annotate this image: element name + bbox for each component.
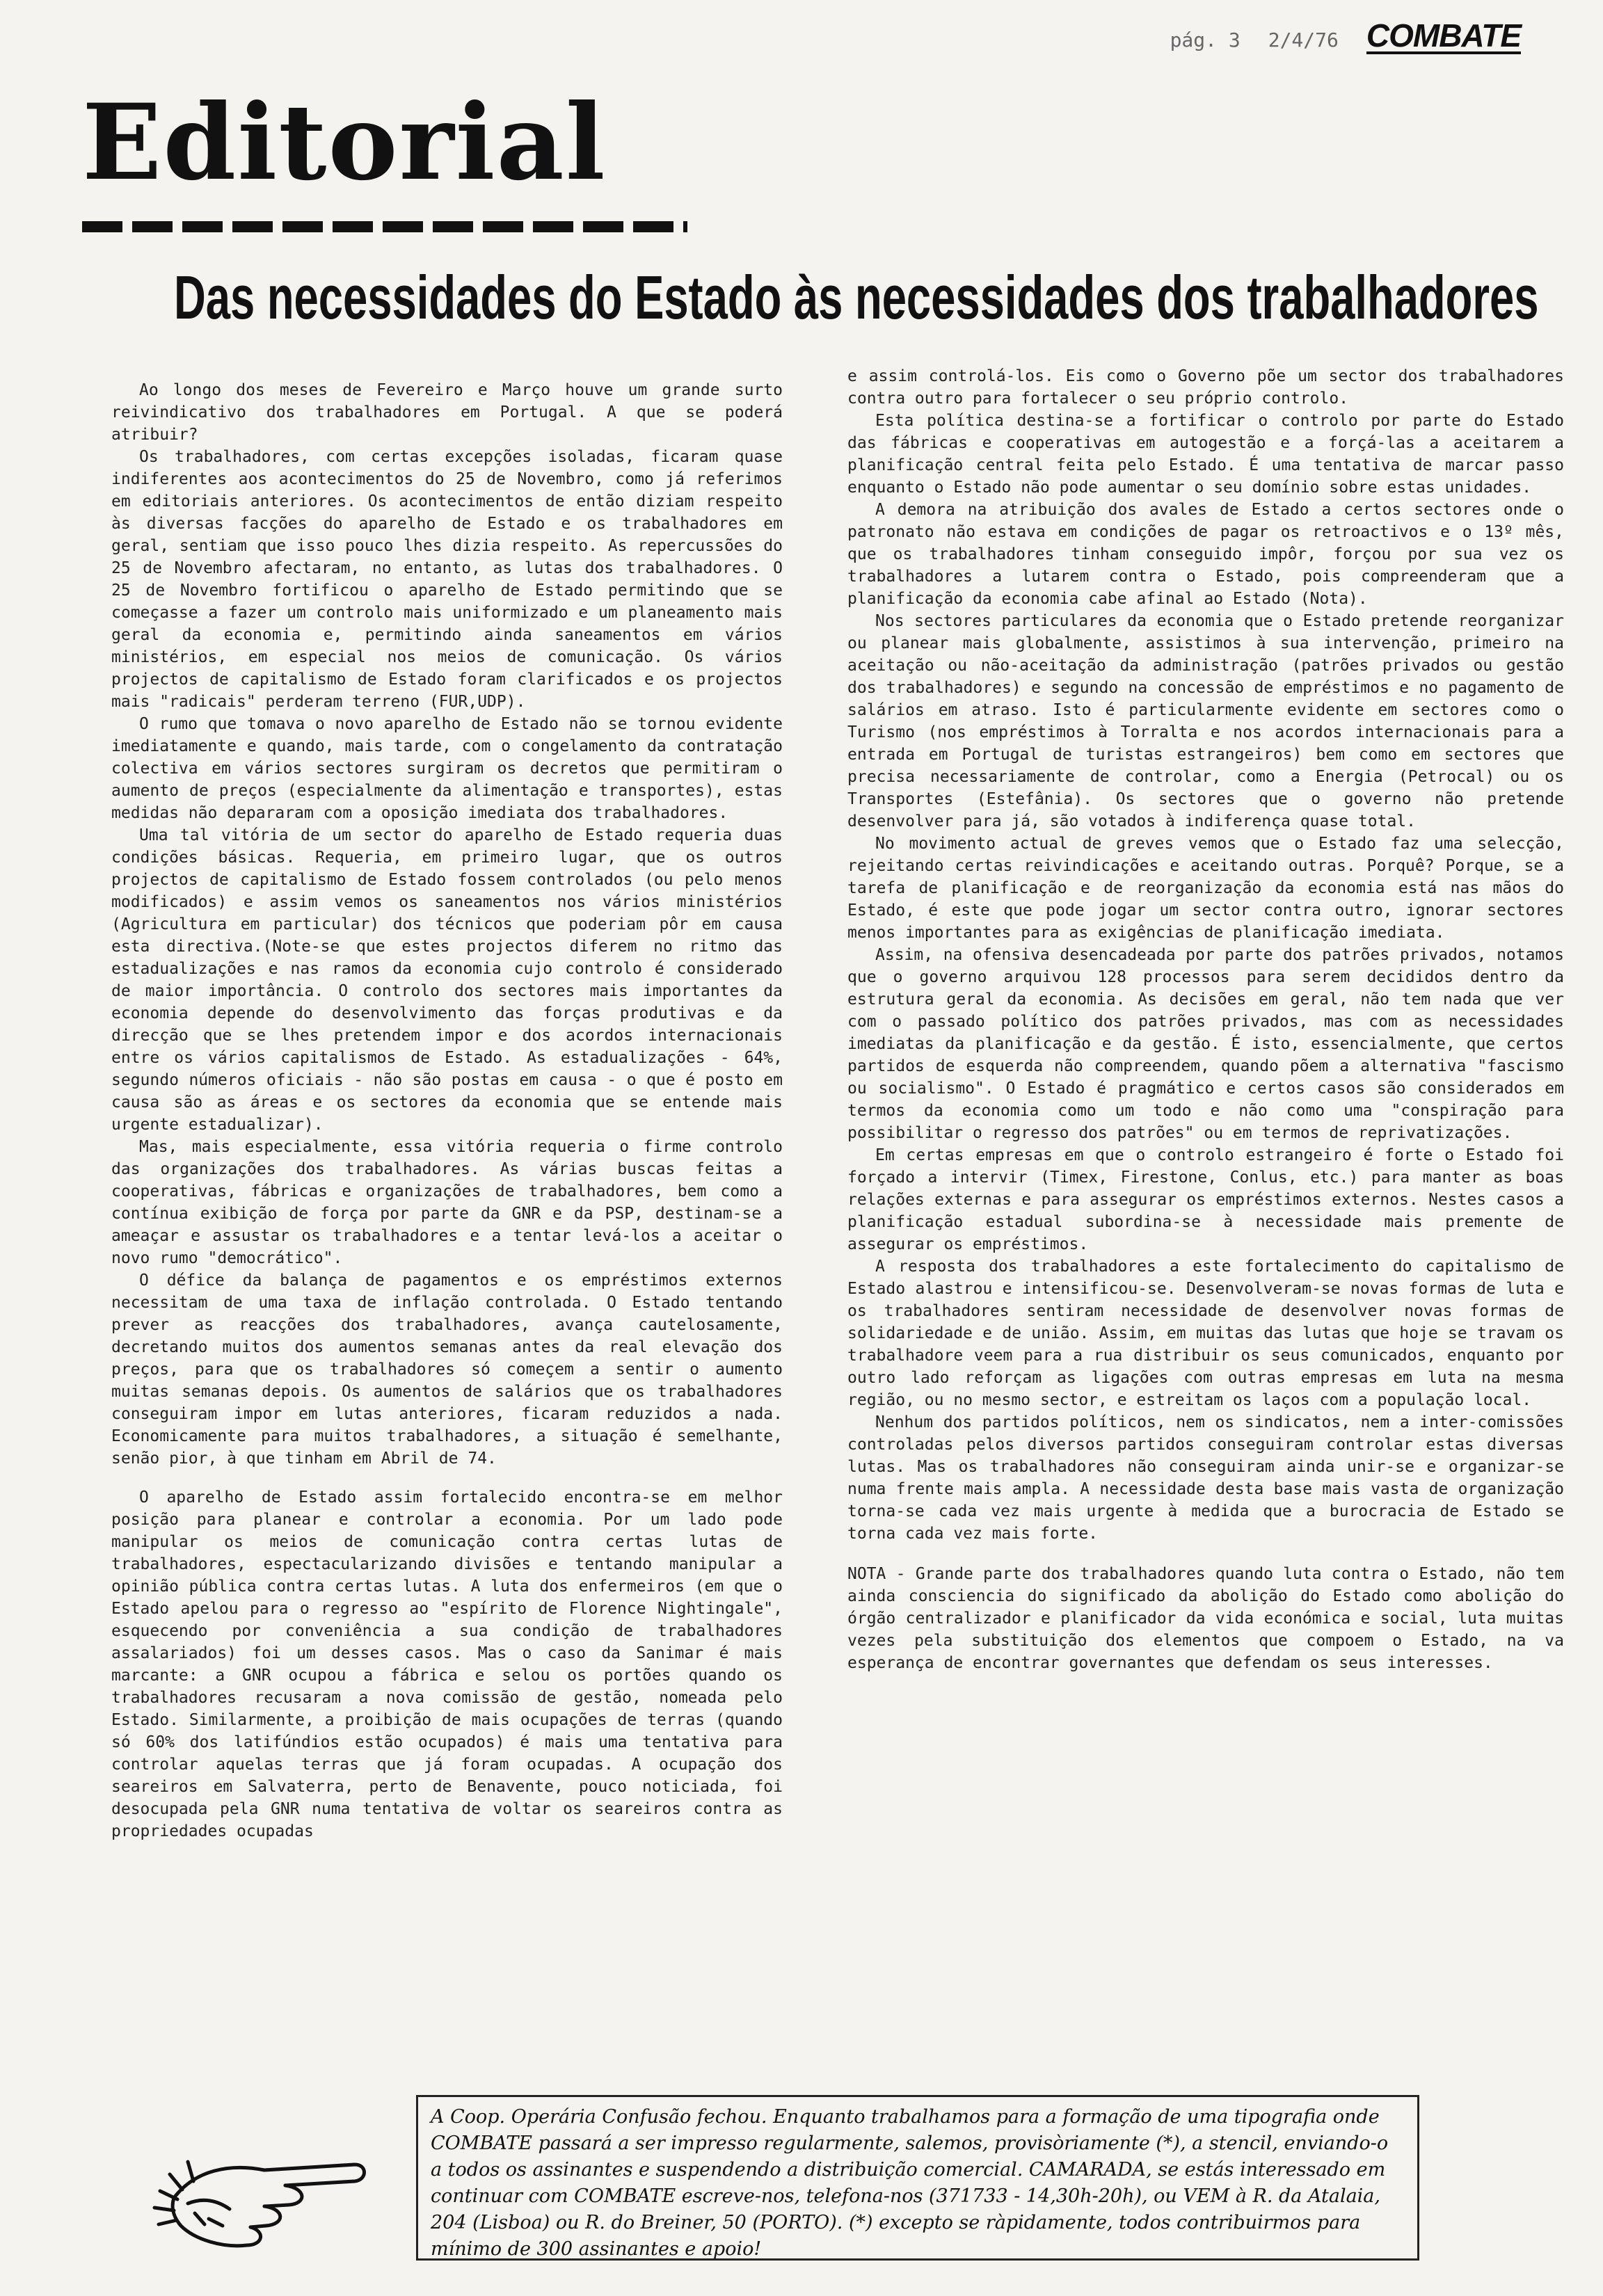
paragraph: e assim controlá-los. Eis como o Governo põe um sector dos trabalhadores contra outro para fortalecer o seu próprio controlo. xyxy=(847,367,1564,408)
handwritten-notice: A Coop. Operária Confusão fechou. Enquanto trabalhamos para a formação de uma tipografia onde COMBATE passará a ser impresso regularmente, salemos, provisòriamente (*), a stencil, enviando-o a todos os assinantes e suspendendo a distribuição comercial. CAMARADA, se estás interessado em continuar com COMBATE escreve-nos, telefona-nos (371733 - 14,30h-20h), ou VEM à R. da Atalaia, 204 (Lisboa) ou R. do Breiner, 50 (PORTO). (*) excepto se ràpidamente, todos contribuirmos para mínimo de 300 assinantes e apoio! xyxy=(416,2095,1419,2261)
paragraph: No movimento actual de greves vemos que o Estado faz uma selecção, rejeitando certas reivindicações e aceitando outras. Porquê? Porque, se a tarefa de planificação e de reorganização da economia está nas mãos do Estado, é este que pode jogar um sector contra outro, ignorar sectores menos importantes para as exigências de planificação imediata. xyxy=(847,835,1564,942)
paragraph: A demora na atribuição dos avales de Estado a certos sectores onde o patronato não estava em condições de pagar os retroactivos e o 13º mês, que os trabalhadores tinham conseguido impôr, forçou por sua vez os trabalhadores a lutarem contra o Estado, pois compreenderam que a planificação da economia cabe afinal ao Estado (Nota). xyxy=(847,501,1564,608)
section-title: Editorial xyxy=(82,81,607,204)
paragraph: Nenhum dos partidos políticos, nem os sindicatos, nem a inter-comissões controladas pelos diversos partidos conseguiram controlar estas diversas lutas. Mas os trabalhadores não conseguiram ainda unir-se e organizar-se numa frente mais ampla. A necessidade desta base mais vasta de organização torna-se cada vez mais urgente à medida que a burocracia de Estado se torna cada vez mais forte. xyxy=(847,1413,1564,1543)
paragraph: Uma tal vitória de um sector do aparelho de Estado requeria duas condições básicas. Requeria, em primeiro lugar, que os outros projectos de capitalismo de Estado fossem controlados (ou pelo menos modificados) e assim vemos os saneamentos nos vários ministérios (Agricultura em particular) dos técnicos que poderiam pôr em causa esta directiva.(Note-se que estes projectos diferem no ritmo das estadualizações e nas ramos da economia cujo controlo é considerado de maior importância. O controlo dos sectores mais importantes da economia depende do desenvolvimento das forças produtivas e da direcção que se lhes pretendem impor e dos acordos internacionais entre os vários capitalismos de Estado. As estadualizações - 64%, segundo números oficiais - não são postas em causa - o que é posto em causa são as áreas e os sectores da economia que se entende mais urgente estadualizar). xyxy=(111,826,783,1134)
paragraph: O défice da balança de pagamentos e os empréstimos externos necessitam de uma taxa de inflação controlada. O Estado tentando prever as reacções dos trabalhadores, avança cautelosamente, decretando muitos dos aumentos semanas antes da real elevação dos preços, para que os trabalhadores só começem a sentir o aumento muitas semanas depois. Os aumentos de salários que os trabalhadores conseguiram impor em lutas anteriores, ficaram reduzidos a nada. Economicamente para muitos trabalhadores, a situação é semelhante, senão pior, à que tinham em Abril de 74. xyxy=(111,1271,783,1468)
issue-date: 2/4/76 xyxy=(1268,29,1339,51)
paragraph: O aparelho de Estado assim fortalecido encontra-se em melhor posição para planear e controlar a economia. Por um lado pode manipular os meios de comunicação contra certas lutas de trabalhadores, espectacularizando divisões e tentando manipular a opinião pública contra certas lutas. A luta dos enfermeiros (em que o Estado apelou para o regresso ao "espírito de Florence Nightingale", esquecendo por conveniência a sua condição de trabalhadores assalariados) foi um desses casos. Mas o caso da Sanimar é mais marcante: a GNR ocupou a fábrica e selou os portões quando os trabalhadores recusaram a nova comissão de gestão, nomeada pelo Estado. Similarmente, a proibição de mais ocupações de terras (quando só 60% dos latifúndios estão ocupados) é mais uma tentativa para controlar aquelas terras que já foram ocupadas. A ocupação dos seareiros em Salvaterra, perto de Benavente, pouco noticiada, foi desocupada pela GNR numa tentativa de voltar os seareiros contra as propriedades ocupadas xyxy=(111,1488,783,1840)
article-headline: Das necessidades do Estado às necessidades dos trabalhadores xyxy=(174,263,1539,332)
page-number: pág. 3 xyxy=(1170,29,1241,51)
left-column xyxy=(111,379,783,1843)
paragraph: Em certas empresas em que o controlo estrangeiro é forte o Estado foi forçado a intervir (Timex, Firestone, Conlus, etc.) para manter as boas relações externas e para assegurar os empréstimos externos. Nestes casos a planificação estadual subordina-se à necessidade mais premente de assegurar os empréstimos. xyxy=(847,1146,1564,1253)
paragraph: Esta política destina-se a fortificar o controlo por parte do Estado das fábricas e cooperativas em autogestão e a forçá-las a aceitarem a planificação central feita pelo Estado. É uma tentativa de marcar passo enquanto o Estado não pode aumentar o seu domínio sobre estas unidades. xyxy=(847,412,1564,497)
paragraph: Ao longo dos meses de Fevereiro e Março houve um grande surto reivindicativo dos trabalhadores em Portugal. A que se poderá atribuir? xyxy=(111,381,783,444)
title-underline-dashes xyxy=(82,221,687,232)
paragraph: Assim, na ofensiva desencadeada por parte dos patrões privados, notamos que o governo arquivou 128 processos para serem decididos dentro da estrutura geral da economia. As decisões em geral, não tem nada que ver com o passado político dos patrões privados, mas com as necessidades imediatas da planificação e da gestão. É isto, essencialmente, que certos partidos de esquerda não compreendem, quando põem a alternativa "fascismo ou socialismo". O Estado é pragmático e certos casos são considerados em termos da economia como um todo e não como uma "conspiração para possibilitar o regresso dos patrões" ou em termos de reprivatizações. xyxy=(847,946,1564,1142)
pointing-hand-icon xyxy=(146,2121,376,2261)
paragraph: Nos sectores particulares da economia que o Estado pretende reorganizar ou planear mais globalmente, assistimos à sua intervenção, primeiro na aceitação ou não-aceitação da administração (patrões privados ou gestão dos trabalhadores) e segundo na concessão de empréstimos e no pagamento de salários em atraso. Isto é particularmente evidente em sectores como o Turismo (nos empréstimos à Torralta e nos acordos internacionais para a entrada em Portugal de turistas estrangeiros) bem como em sectores que precisa necessariamente de controlar, como a Energia (Petrocal) ou os Transportes (Estefânia). Os sectores que o governo não pretende desenvolver para já, são votados à indiferença quase total. xyxy=(847,612,1564,830)
paragraph: A resposta dos trabalhadores a este fortalecimento do capitalismo de Estado alastrou e intensificou-se. Desenvolveram-se novas formas de luta e os trabalhadores sentiram necessidade de desenvolver novas formas de solidariedade e de união. Assim, em muitas das lutas que hoje se travam os trabalhadore veem para a rua distribuir os seus comunicados, enquanto por outro lado reforçam as ligações com outras empresas em luta na mesma região, ou no mesmo sector, e estreitam os laços com a população local. xyxy=(847,1258,1564,1409)
newspaper-logo: COMBATE xyxy=(1366,17,1521,54)
page-header xyxy=(1170,19,1521,54)
paragraph: Mas, mais especialmente, essa vitória requeria o firme controlo das organizações dos trabalhadores. As várias buscas feitas a cooperativas, fábricas e organizações de trabalhadores, bem como a contínua exibição de força por parte da GNR e da PSP, destinam-se a ameaçar e assustar os trabalhadores e a tentar levá-los a aceitar o novo rumo "democrático". xyxy=(111,1138,783,1267)
footnote: NOTA - Grande parte dos trabalhadores quando luta contra o Estado, não tem ainda consciencia do significado da abolição do Estado como abolição do órgão centralizador e planificador da vida económica e social, luta muitas vezes pela substituição dos elementos que compoem o Estado, na va esperança de encontrar governantes que defendam os seus interesses. xyxy=(847,1565,1564,1672)
right-column xyxy=(847,365,1564,1674)
paragraph: O rumo que tomava o novo aparelho de Estado não se tornou evidente imediatamente e quando, mais tarde, com o congelamento da contratação colectiva em vários sectores surgiram os decretos que permitiram o aumento de preços (especialmente da alimentação e transportes), estas medidas não depararam com a oposição imediata dos trabalhadores. xyxy=(111,715,783,822)
paragraph: Os trabalhadores, com certas excepções isoladas, ficaram quase indiferentes aos acontecimentos do 25 de Novembro, como já referimos em editoriais anteriores. Os acontecimentos de então diziam respeito às diversas facções do aparelho de Estado e os trabalhadores em geral, sentiam que isso pouco lhes dizia respeito. As repercussões do 25 de Novembro afectaram, no entanto, as lutas dos trabalhadores. O 25 de Novembro fortificou o aparelho de Estado permitindo que se começasse a fazer um controlo mais uniformizado e um planeamento mais geral da economia e, permitindo ainda saneamentos em vários ministérios, em especial nos meios de comunicação. Os vários projectos de capitalismo de Estado foram clarificados e os projectos mais "radicais" perderam terreno (FUR,UDP). xyxy=(111,448,783,711)
